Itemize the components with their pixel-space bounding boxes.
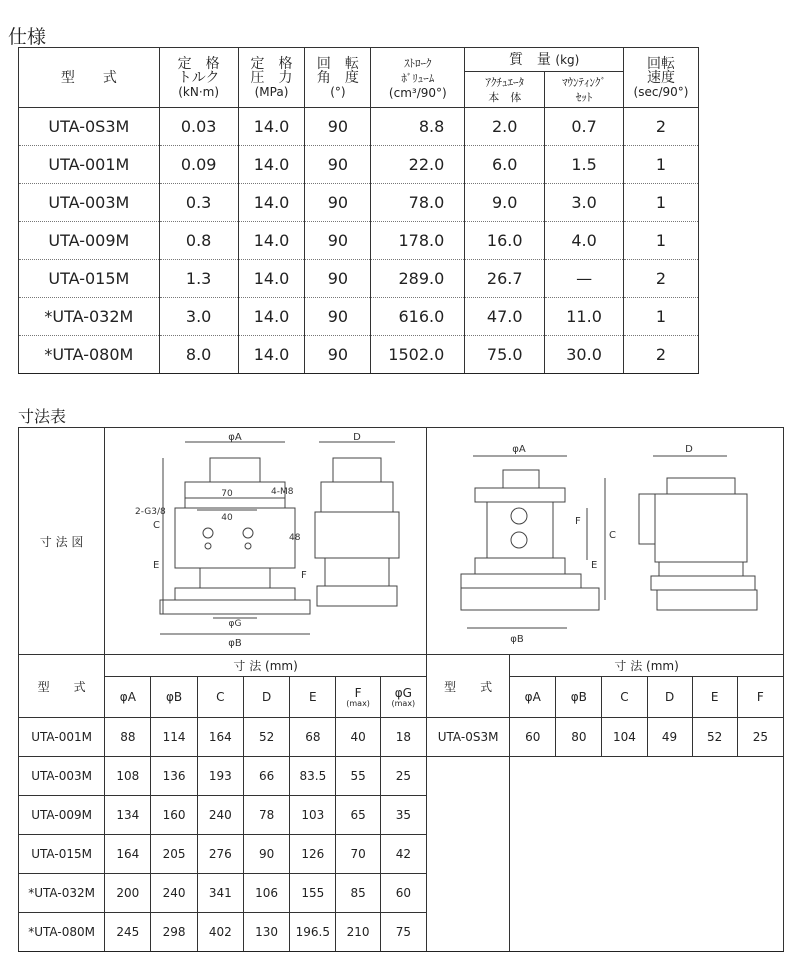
dims-row (19, 718, 784, 757)
dims-cell-F: 85 (336, 874, 380, 913)
dims-cell-E: 196.5 (290, 913, 336, 952)
label-phiA: φA (228, 432, 242, 443)
spec-cell-stroke: 616.0 (371, 298, 465, 336)
label-48: 48 (289, 533, 301, 543)
spec-cell-model: UTA-001M (19, 146, 160, 184)
spec-cell-actuator: 6.0 (465, 146, 545, 184)
spec-cell-actuator: 75.0 (465, 336, 545, 374)
dims-cell-A: 200 (105, 874, 151, 913)
dims-cell-C: 193 (197, 757, 243, 796)
spec-cell-torque: 3.0 (159, 298, 238, 336)
spec-cell-angle: 90 (305, 298, 371, 336)
dims-cell-model: UTA-001M (19, 718, 105, 757)
spec-cell-actuator: 16.0 (465, 222, 545, 260)
dims-cell-model: *UTA-032M (19, 874, 105, 913)
dims-cell-C: 164 (197, 718, 243, 757)
spec-row (19, 146, 699, 184)
dims-cell-D: 52 (243, 718, 289, 757)
spec-cell-mounting: 3.0 (545, 184, 624, 222)
spec-cell-model: UTA-003M (19, 184, 160, 222)
spec-cell-speed: 1 (624, 184, 699, 222)
spec-cell-speed: 1 (624, 298, 699, 336)
dims-header-dimension-right: 寸 法 (mm) (510, 655, 784, 677)
dims-right-cell-B: 80 (556, 718, 602, 757)
dims-col-right-5: F (737, 677, 783, 718)
dims-col-right-2: C (602, 677, 647, 718)
dims-cell-B: 298 (151, 913, 197, 952)
header-torque: 定 格 トルク (kN·m) (159, 48, 238, 108)
spec-cell-angle: 90 (305, 184, 371, 222)
spec-cell-angle: 90 (305, 336, 371, 374)
dims-cell-F: 55 (336, 757, 380, 796)
dims-row (19, 757, 784, 796)
spec-cell-torque: 8.0 (159, 336, 238, 374)
dims-cell-D: 130 (243, 913, 289, 952)
spec-cell-speed: 2 (624, 260, 699, 298)
spec-cell-model: *UTA-080M (19, 336, 160, 374)
spec-cell-stroke: 8.8 (371, 108, 465, 146)
dims-col-left-3: D (243, 677, 289, 718)
dims-right-empty-model (426, 757, 509, 952)
dims-cell-A: 245 (105, 913, 151, 952)
dims-table (18, 427, 784, 952)
label-E-left: E (153, 560, 160, 571)
drawing-left (105, 428, 427, 655)
spec-cell-actuator: 47.0 (465, 298, 545, 336)
label-C-left: C (153, 520, 161, 531)
spec-cell-pressure: 14.0 (238, 184, 305, 222)
max-label: (max) (346, 699, 370, 708)
label-phiA-right: φA (512, 444, 526, 455)
dims-cell-E: 155 (290, 874, 336, 913)
dims-cell-F: 65 (336, 796, 380, 835)
dims-cell-G: 18 (380, 718, 426, 757)
spec-cell-stroke: 289.0 (371, 260, 465, 298)
label-port: 2-G3/8 (135, 507, 166, 517)
spec-cell-stroke: 1502.0 (371, 336, 465, 374)
spec-cell-torque: 0.03 (159, 108, 238, 146)
spec-row (19, 222, 699, 260)
label-D-left: D (353, 432, 362, 443)
spec-cell-angle: 90 (305, 108, 371, 146)
dims-cell-A: 164 (105, 835, 151, 874)
dims-col-left-0: φA (105, 677, 151, 718)
dims-cell-E: 83.5 (290, 757, 336, 796)
drawing-right (426, 428, 783, 655)
dims-cell-E: 68 (290, 718, 336, 757)
spec-cell-stroke: 22.0 (371, 146, 465, 184)
spec-row (19, 336, 699, 374)
dims-cell-F: 210 (336, 913, 380, 952)
spec-table (18, 47, 699, 374)
dims-cell-B: 114 (151, 718, 197, 757)
spec-cell-speed: 1 (624, 146, 699, 184)
spec-row (19, 298, 699, 336)
dims-col-left-1: φB (151, 677, 197, 718)
dims-col-left-4: E (290, 677, 336, 718)
spec-row (19, 184, 699, 222)
spec-row (19, 260, 699, 298)
spec-cell-stroke: 78.0 (371, 184, 465, 222)
spec-cell-pressure: 14.0 (238, 298, 305, 336)
spec-cell-pressure: 14.0 (238, 336, 305, 374)
spec-cell-angle: 90 (305, 222, 371, 260)
label-F-right: F (574, 516, 581, 527)
label-D-right: D (685, 444, 693, 455)
drawing-label: 寸 法 図 (19, 428, 105, 655)
dims-cell-model: UTA-003M (19, 757, 105, 796)
spec-cell-mounting: 30.0 (545, 336, 624, 374)
dims-cell-C: 341 (197, 874, 243, 913)
dims-cell-A: 108 (105, 757, 151, 796)
dims-col-right-1: φB (556, 677, 602, 718)
header-pressure: 定 格 圧 力 (MPa) (238, 48, 305, 108)
dims-right-cell-F: 25 (737, 718, 783, 757)
dims-cell-C: 276 (197, 835, 243, 874)
spec-cell-actuator: 9.0 (465, 184, 545, 222)
dims-cell-D: 90 (243, 835, 289, 874)
spec-cell-torque: 0.3 (159, 184, 238, 222)
spec-cell-actuator: 26.7 (465, 260, 545, 298)
spec-cell-speed: 2 (624, 336, 699, 374)
dims-header-dimension-left: 寸 法 (mm) (105, 655, 427, 677)
spec-cell-model: UTA-015M (19, 260, 160, 298)
dims-cell-D: 78 (243, 796, 289, 835)
spec-cell-angle: 90 (305, 146, 371, 184)
label-70: 70 (221, 489, 233, 499)
spec-cell-actuator: 2.0 (465, 108, 545, 146)
label-phiG: φG (228, 619, 242, 629)
dims-cell-C: 240 (197, 796, 243, 835)
dims-cell-G: 35 (380, 796, 426, 835)
dims-cell-A: 88 (105, 718, 151, 757)
dims-cell-C: 402 (197, 913, 243, 952)
max-label: (max) (391, 699, 416, 708)
spec-cell-speed: 2 (624, 108, 699, 146)
header-model: 型 式 (19, 48, 160, 108)
dims-col-right-3: D (647, 677, 692, 718)
dims-cell-G: 25 (380, 757, 426, 796)
dims-title: 寸法表 (18, 407, 67, 426)
dims-header-model-right: 型 式 (426, 655, 509, 718)
dims-cell-F: 70 (336, 835, 380, 874)
dims-cell-E: 126 (290, 835, 336, 874)
spec-cell-pressure: 14.0 (238, 222, 305, 260)
dims-cell-model: UTA-009M (19, 796, 105, 835)
spec-row (19, 108, 699, 146)
dims-cell-G: 75 (380, 913, 426, 952)
spec-cell-pressure: 14.0 (238, 260, 305, 298)
dims-cell-G: 42 (380, 835, 426, 874)
label-phiB-right: φB (510, 634, 524, 645)
header-mass-mounting: ﾏｳﾝﾃｨﾝｸﾞ ｾｯﾄ (545, 72, 624, 108)
spec-title: 仕様 (8, 26, 47, 48)
spec-cell-mounting: — (545, 260, 624, 298)
spec-cell-pressure: 14.0 (238, 108, 305, 146)
label-E-right: E (590, 560, 598, 571)
dims-header-model-left: 型 式 (19, 655, 105, 718)
header-stroke: ｽﾄﾛｰｸ ﾎﾞﾘｭｰﾑ (cm³/90°) (371, 48, 465, 108)
spec-cell-mounting: 11.0 (545, 298, 624, 336)
label-40: 40 (221, 513, 233, 523)
dims-right-cell-E: 52 (692, 718, 737, 757)
dims-cell-D: 106 (243, 874, 289, 913)
spec-cell-model: UTA-0S3M (19, 108, 160, 146)
spec-cell-torque: 0.8 (159, 222, 238, 260)
dims-right-cell-D: 49 (647, 718, 692, 757)
label-F-left: F (301, 570, 307, 581)
header-mass: 質 量 (kg) (465, 48, 624, 72)
dims-col-left-2: C (197, 677, 243, 718)
dims-col-right-0: φA (510, 677, 556, 718)
label-phiB: φB (228, 638, 242, 649)
spec-cell-model: *UTA-032M (19, 298, 160, 336)
dims-cell-model: UTA-015M (19, 835, 105, 874)
spec-cell-speed: 1 (624, 222, 699, 260)
spec-cell-stroke: 178.0 (371, 222, 465, 260)
dimension-drawing-left (105, 428, 425, 654)
spec-cell-torque: 1.3 (159, 260, 238, 298)
dims-cell-B: 240 (151, 874, 197, 913)
spec-cell-model: UTA-009M (19, 222, 160, 260)
dims-cell-B: 205 (151, 835, 197, 874)
dims-cell-D: 66 (243, 757, 289, 796)
dims-col-left-6: φG (max) (380, 677, 426, 718)
dims-right-cell-A: 60 (510, 718, 556, 757)
header-mass-actuator: ｱｸﾁｭｴｰﾀ 本 体 (465, 72, 545, 108)
dims-cell-B: 160 (151, 796, 197, 835)
dims-right-empty (510, 757, 784, 952)
dims-cell-A: 134 (105, 796, 151, 835)
spec-cell-angle: 90 (305, 260, 371, 298)
spec-cell-torque: 0.09 (159, 146, 238, 184)
spec-cell-mounting: 1.5 (545, 146, 624, 184)
dims-cell-E: 103 (290, 796, 336, 835)
label-bolt: 4-M8 (271, 487, 294, 497)
header-speed: 回転 速度 (sec/90°) (624, 48, 699, 108)
spec-cell-pressure: 14.0 (238, 146, 305, 184)
dims-cell-model: *UTA-080M (19, 913, 105, 952)
dims-right-cell-C: 104 (602, 718, 647, 757)
dims-cell-B: 136 (151, 757, 197, 796)
dims-col-right-4: E (692, 677, 737, 718)
spec-cell-mounting: 0.7 (545, 108, 624, 146)
dims-right-cell-model: UTA-0S3M (426, 718, 509, 757)
dims-cell-G: 60 (380, 874, 426, 913)
dims-cell-F: 40 (336, 718, 380, 757)
label-C-right: C (608, 530, 616, 541)
dims-col-left-5: F (max) (336, 677, 380, 718)
dimension-drawing-right (427, 428, 781, 654)
header-angle: 回 転 角 度 (°) (305, 48, 371, 108)
spec-cell-mounting: 4.0 (545, 222, 624, 260)
